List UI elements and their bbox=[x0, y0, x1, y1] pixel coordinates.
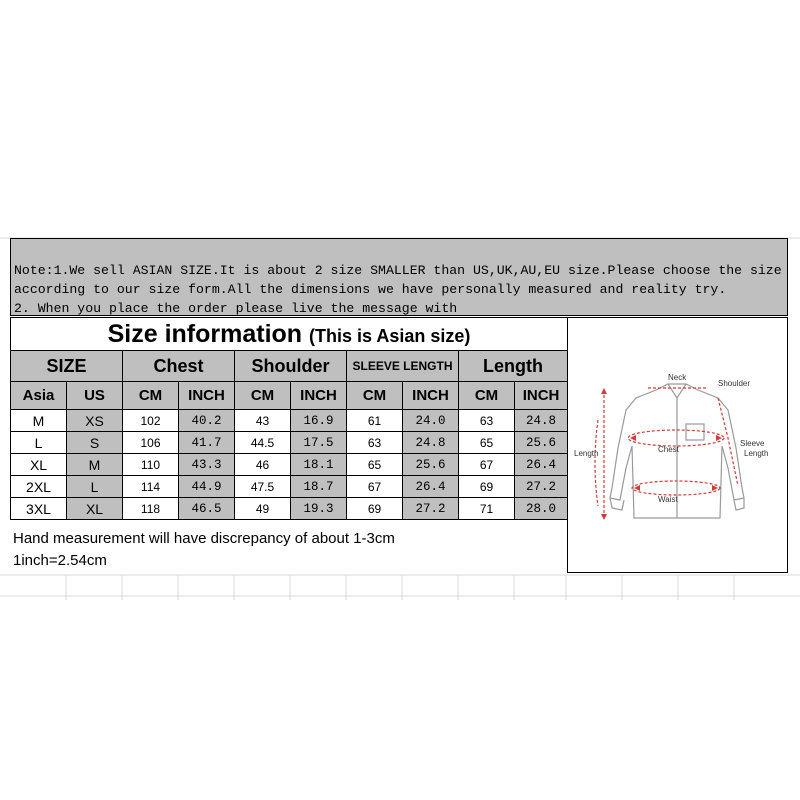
cell-length-inch: 26.4 bbox=[515, 454, 568, 476]
label-sleeve-2: Length bbox=[744, 449, 769, 458]
cell-us: L bbox=[67, 476, 123, 498]
cell-asia: L bbox=[11, 432, 67, 454]
size-table bbox=[10, 317, 568, 520]
cell-asia: 3XL bbox=[11, 498, 67, 520]
label-neck: Neck bbox=[668, 373, 687, 382]
table-title-sub: (This is Asian size) bbox=[309, 325, 471, 346]
sub-header: CM bbox=[459, 382, 515, 410]
label-waist: Waist bbox=[658, 495, 678, 504]
note-line-3: 2. When you place the order please live the message with bbox=[14, 301, 458, 316]
cell-sleeve-inch: 26.4 bbox=[403, 476, 459, 498]
cell-chest-inch: 44.9 bbox=[179, 476, 235, 498]
note-line-2: according to our size form.All the dimensions we have personally measured and reality try. bbox=[14, 282, 727, 297]
note-line-1: Note:1.We sell ASIAN SIZE.It is about 2 size SMALLER than US,UK,AU,EU size.Please choose the size bbox=[14, 263, 782, 278]
table-title-row bbox=[11, 318, 568, 351]
note-box bbox=[10, 238, 788, 316]
table-title-main: Size information bbox=[107, 319, 303, 348]
cell-shoulder-inch: 16.9 bbox=[291, 410, 347, 432]
cell-chest-cm: 110 bbox=[123, 454, 179, 476]
cell-us: S bbox=[67, 432, 123, 454]
cell-us: XS bbox=[67, 410, 123, 432]
footer-notes bbox=[10, 528, 567, 572]
cell-shoulder-cm: 43 bbox=[235, 410, 291, 432]
cell-shoulder-cm: 44.5 bbox=[235, 432, 291, 454]
cell-us: XL bbox=[67, 498, 123, 520]
cell-asia: M bbox=[11, 410, 67, 432]
shirt-diagram bbox=[568, 318, 788, 573]
sub-header: Asia bbox=[11, 382, 67, 410]
cell-sleeve-cm: 67 bbox=[347, 476, 403, 498]
sub-header: INCH bbox=[291, 382, 347, 410]
cell-chest-cm: 114 bbox=[123, 476, 179, 498]
group-header-shoulder: Shoulder bbox=[235, 351, 347, 382]
cell-chest-cm: 106 bbox=[123, 432, 179, 454]
cell-sleeve-cm: 63 bbox=[347, 432, 403, 454]
sub-header: CM bbox=[347, 382, 403, 410]
cell-sleeve-inch: 25.6 bbox=[403, 454, 459, 476]
group-header-row bbox=[11, 351, 568, 382]
group-header-length: Length bbox=[459, 351, 568, 382]
cell-length-inch: 25.6 bbox=[515, 432, 568, 454]
table-row bbox=[11, 476, 568, 498]
cell-shoulder-inch: 18.7 bbox=[291, 476, 347, 498]
sub-header: CM bbox=[235, 382, 291, 410]
cell-chest-inch: 40.2 bbox=[179, 410, 235, 432]
group-header-sleeve: SLEEVE LENGTH bbox=[347, 351, 459, 382]
cell-shoulder-cm: 49 bbox=[235, 498, 291, 520]
cell-length-inch: 24.8 bbox=[515, 410, 568, 432]
sub-header: CM bbox=[123, 382, 179, 410]
sub-header: US bbox=[67, 382, 123, 410]
cell-shoulder-cm: 47.5 bbox=[235, 476, 291, 498]
cell-sleeve-cm: 69 bbox=[347, 498, 403, 520]
table-row bbox=[11, 498, 568, 520]
label-length: Length bbox=[574, 449, 599, 458]
table-row bbox=[11, 432, 568, 454]
label-shoulder: Shoulder bbox=[718, 379, 751, 388]
cell-shoulder-inch: 18.1 bbox=[291, 454, 347, 476]
table-row bbox=[11, 454, 568, 476]
shirt-measurement-figure bbox=[567, 317, 788, 573]
footer-discrepancy: Hand measurement will have discrepancy of about 1-3cm bbox=[13, 530, 395, 547]
size-chart-sheet bbox=[10, 238, 790, 574]
cell-sleeve-cm: 61 bbox=[347, 410, 403, 432]
cell-sleeve-inch: 24.0 bbox=[403, 410, 459, 432]
cell-asia: 2XL bbox=[11, 476, 67, 498]
table-row bbox=[11, 410, 568, 432]
cell-chest-inch: 41.7 bbox=[179, 432, 235, 454]
cell-sleeve-cm: 65 bbox=[347, 454, 403, 476]
sub-header: INCH bbox=[515, 382, 568, 410]
footer-conversion: 1inch=2.54cm bbox=[13, 552, 107, 569]
cell-length-cm: 65 bbox=[459, 432, 515, 454]
sub-header: INCH bbox=[403, 382, 459, 410]
label-chest: Chest bbox=[658, 445, 679, 454]
cell-chest-inch: 46.5 bbox=[179, 498, 235, 520]
cell-chest-inch: 43.3 bbox=[179, 454, 235, 476]
cell-chest-cm: 102 bbox=[123, 410, 179, 432]
cell-length-inch: 28.0 bbox=[515, 498, 568, 520]
size-table-wrap bbox=[10, 317, 567, 520]
label-sleeve-1: Sleeve bbox=[740, 439, 765, 448]
cell-shoulder-cm: 46 bbox=[235, 454, 291, 476]
cell-asia: XL bbox=[11, 454, 67, 476]
cell-length-cm: 69 bbox=[459, 476, 515, 498]
sub-header: INCH bbox=[179, 382, 235, 410]
cell-length-inch: 27.2 bbox=[515, 476, 568, 498]
cell-sleeve-inch: 27.2 bbox=[403, 498, 459, 520]
cell-us: M bbox=[67, 454, 123, 476]
sub-header-row bbox=[11, 382, 568, 410]
cell-length-cm: 71 bbox=[459, 498, 515, 520]
cell-length-cm: 67 bbox=[459, 454, 515, 476]
group-header-chest: Chest bbox=[123, 351, 235, 382]
cell-shoulder-inch: 17.5 bbox=[291, 432, 347, 454]
table-title bbox=[11, 318, 568, 351]
cell-chest-cm: 118 bbox=[123, 498, 179, 520]
cell-shoulder-inch: 19.3 bbox=[291, 498, 347, 520]
cell-length-cm: 63 bbox=[459, 410, 515, 432]
cell-sleeve-inch: 24.8 bbox=[403, 432, 459, 454]
group-header-size: SIZE bbox=[11, 351, 123, 382]
